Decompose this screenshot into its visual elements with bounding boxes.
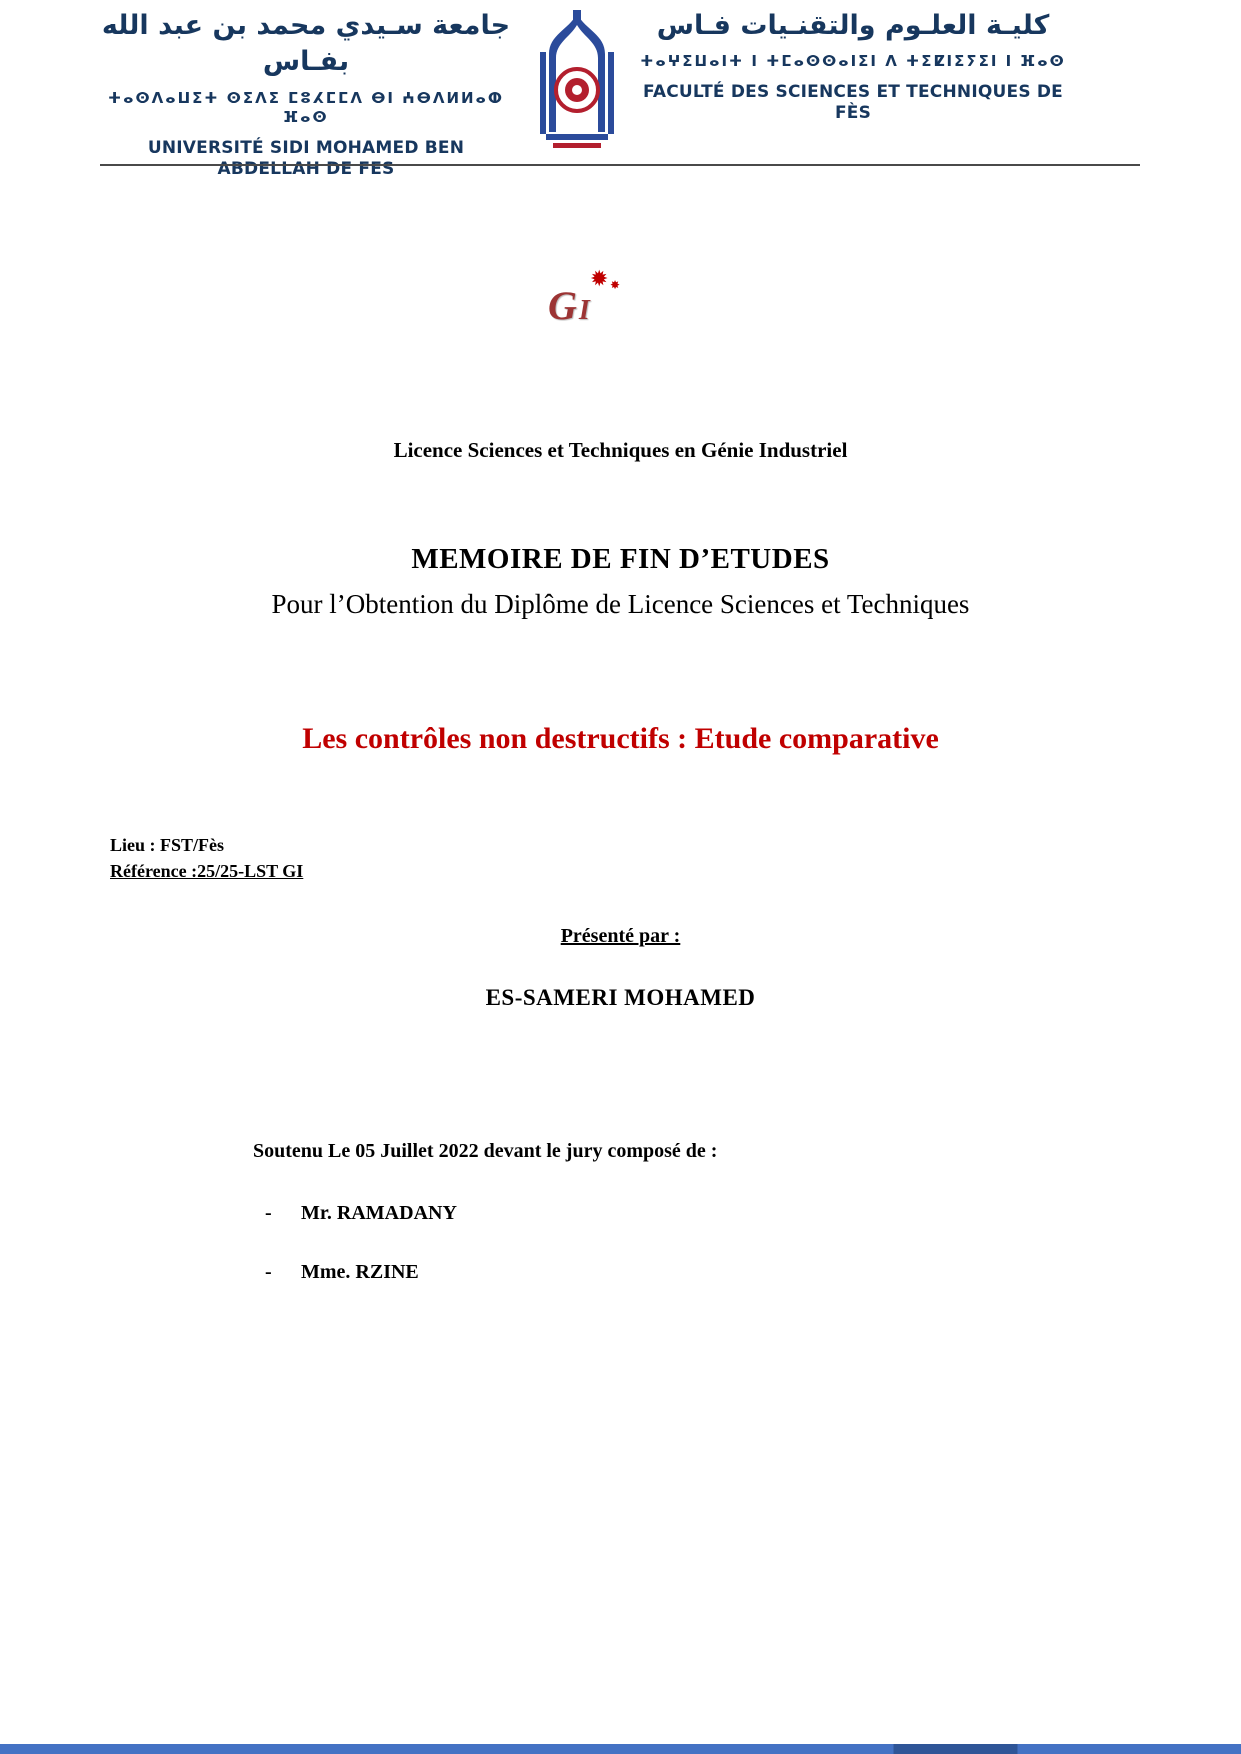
defense-intro: Soutenu Le 05 Juillet 2022 devant le jury composé de :	[253, 1140, 718, 1162]
faculty-name-latin: FACULTÉ DES SCIENCES ET TECHNIQUES DE FÈS	[642, 81, 1063, 124]
memoire-heading: MEMOIRE DE FIN D’ETUDES	[411, 543, 830, 575]
jury-list	[265, 1202, 457, 1320]
memoire-subtitle	[0, 585, 1241, 624]
list-dash: -	[265, 1261, 272, 1283]
university-name-latin: UNIVERSITÉ SIDI MOHAMED BEN ABDELLAH DE FES	[147, 137, 465, 180]
jury-member-row	[265, 1261, 457, 1284]
faculty-name-arabic: كليـة العلـوم والتقنـيات فـاس	[656, 10, 1050, 41]
jury-member-name: Mr. RAMADANY	[301, 1202, 457, 1224]
gi-logo-star-icon: ✹	[590, 266, 609, 291]
gi-logo-small-star-icon: ✸	[610, 278, 621, 292]
gi-program-logo	[548, 266, 628, 342]
faculty-name-tifinagh: ⵜⴰⵖⵉⵡⴰⵏⵜ ⵏ ⵜⵎⴰⵙⵙⴰⵏⵉⵏ ⴷ ⵜⵉⵇⵏⵉⵢⵉⵏ ⵏ ⴼⴰⵙ	[640, 52, 1066, 71]
gi-logo-letter-i: I	[578, 295, 590, 326]
reference-line: Référence :25/25-LST GI	[110, 861, 304, 882]
memoire-subtitle-text: Pour l’Obtention du Diplôme de Licence Sciences et Techniques	[271, 589, 970, 619]
thesis-title: Les contrôles non destructifs : Etude comparative	[302, 722, 939, 755]
presented-by-label	[0, 925, 1241, 948]
university-emblem-icon	[532, 10, 622, 166]
document-header	[96, 8, 1068, 180]
jury-member-row	[265, 1202, 457, 1225]
location-line: Lieu : FST/Fès	[110, 835, 225, 855]
university-name-arabic: جامعة سـيدي محمد بن عبد الله بفـاس	[101, 10, 511, 78]
university-header-block	[96, 8, 516, 180]
details-block	[110, 832, 303, 884]
footer-accent-bar	[0, 1744, 1241, 1754]
header-divider	[100, 164, 1140, 166]
university-name-tifinagh: ⵜⴰⵙⴷⴰⵡⵉⵜ ⵙⵉⴷⵉ ⵎⵓⵃⵎⵎⴷ ⴱⵏ ⵄⴱⴷⵍⵍⴰⵀ ⴼⴰⵙ	[107, 88, 505, 127]
presented-by-text: Présenté par :	[560, 925, 681, 947]
list-dash: -	[265, 1202, 272, 1224]
program-title: Licence Sciences et Techniques en Génie Industriel	[393, 438, 848, 462]
faculty-header-block	[638, 8, 1068, 124]
jury-member-name: Mme. RZINE	[301, 1261, 419, 1283]
gi-logo-letter-g: G	[548, 283, 577, 328]
author-name: ES-SAMERI MOHAMED	[485, 985, 756, 1010]
